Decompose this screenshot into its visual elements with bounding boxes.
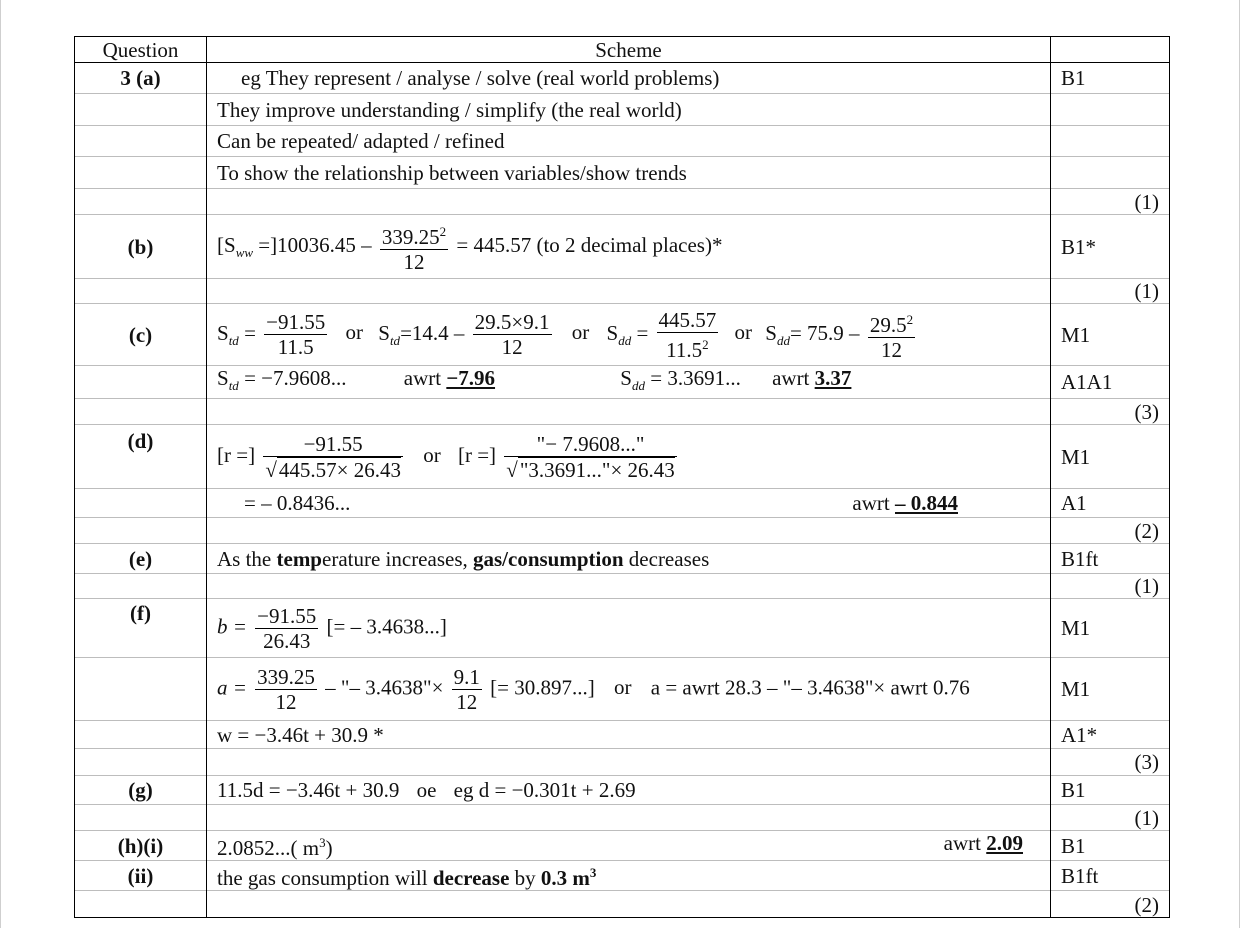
- q3e-t3: erature increases,: [322, 546, 473, 571]
- q3f-w-equation: w = −3.46t + 30.9 *: [207, 721, 1051, 749]
- q3c-s5-sub: td: [228, 378, 239, 394]
- q3g-alt: d = −0.301t + 2.69: [478, 778, 636, 803]
- q3h-t1: the gas consumption will: [217, 866, 433, 891]
- q3h-mark-2: B1ft: [1051, 861, 1170, 891]
- q3e-total: (1): [1051, 574, 1170, 599]
- marks-header: [1051, 37, 1170, 63]
- q3b-num-sup: 2: [439, 223, 447, 239]
- q3d-label: (d): [75, 425, 207, 489]
- q3a-total-row: [75, 189, 1170, 215]
- q3c-fraction-1: [264, 310, 327, 359]
- q3e-t5: decreases: [623, 546, 710, 571]
- q3a-eg: eg: [241, 66, 261, 90]
- q3e-t4: gas/consumption: [473, 546, 624, 571]
- q3f-label: (f): [75, 599, 207, 658]
- q3c-s6: S: [620, 366, 632, 390]
- q3f-row-3: [75, 721, 1170, 749]
- q3d-row-2: [75, 489, 1170, 518]
- q3c-or-2: or: [571, 320, 590, 345]
- q3f-a-fraction-2: [452, 665, 482, 714]
- q3a-line-1: [207, 63, 1051, 94]
- q3h-value: 2.0852...( m: [217, 836, 320, 861]
- q3f-row-2: [75, 658, 1170, 721]
- q3f-b-expression: [207, 599, 1051, 658]
- q3b-mark: B1*: [1051, 215, 1170, 279]
- q3d-f2-den: "3.3691..."× 26.43: [519, 457, 675, 482]
- q3c-or-3: or: [734, 320, 753, 345]
- q3c-f4-den: 12: [880, 337, 902, 362]
- q3c-f1-den: 11.5: [277, 335, 314, 359]
- q3c-f2-pre: =14.4 –: [400, 320, 465, 345]
- q3h-i-expression: [207, 831, 1051, 861]
- q3h-t4: 0.3 m: [540, 866, 590, 891]
- q3a-line-2: They improve understanding / simplify (the real world): [207, 94, 1051, 126]
- q3g-expression: [207, 776, 1051, 805]
- q3c-expression: [207, 304, 1051, 366]
- q3c-s6-sub: dd: [631, 378, 645, 394]
- q3b-fraction: [380, 220, 448, 274]
- q3g-total: (1): [1051, 805, 1170, 831]
- q3a-row-2: [75, 94, 1170, 126]
- q3f-mark-3: A1*: [1051, 721, 1170, 749]
- q3e-t1: As the: [217, 546, 277, 571]
- q3f-total: (3): [1051, 749, 1170, 776]
- q3d-f2-num: "− 7.9608...": [504, 432, 677, 457]
- q3b-num: 339.25: [381, 224, 440, 249]
- q3c-label: (c): [75, 304, 207, 366]
- q3d-total: (2): [1051, 518, 1170, 544]
- q3d-expression: [207, 425, 1051, 489]
- q3g-eg: eg: [453, 778, 474, 803]
- q3f-a-num2: 9.1: [453, 664, 480, 689]
- q3d-total-row: [75, 518, 1170, 544]
- q3c-fraction-2: [473, 310, 552, 359]
- q3c-f2-den: 12: [501, 335, 523, 359]
- q3f-total-row: [75, 749, 1170, 776]
- q3e-text: [207, 544, 1051, 574]
- q3d-f1-den: 445.57× 26.43: [278, 457, 401, 482]
- q3g-oe: oe: [416, 778, 437, 803]
- q3d-r-2: [r =]: [457, 442, 497, 467]
- q3c-f3-den: 11.5: [666, 337, 703, 362]
- q3f-a-mid: – "– 3.4638"×: [325, 675, 444, 699]
- q3c-f4-num-sup: 2: [906, 311, 914, 327]
- q3d-value: = – 0.8436...: [244, 491, 351, 516]
- q3c-f3-den-sup: 2: [702, 336, 709, 352]
- question-header: Question: [75, 37, 207, 63]
- q3a-total: (1): [1051, 189, 1170, 215]
- q3b-den: 12: [403, 249, 425, 274]
- q3b-expression: [207, 215, 1051, 279]
- q3a-mark: B1: [1051, 63, 1170, 94]
- q3c-s2: S: [378, 320, 390, 345]
- q3g-row: [75, 776, 1170, 805]
- q3g-total-row: [75, 805, 1170, 831]
- q3h-awrt: awrt: [943, 831, 981, 856]
- q3f-b-post: [= – 3.4638...]: [326, 614, 447, 638]
- q3g-eq: 11.5d = −3.46t + 30.9: [217, 778, 400, 803]
- q3e-total-row: [75, 574, 1170, 599]
- q3f-b-num: −91.55: [257, 603, 317, 628]
- q3c-f3-num: 445.57: [658, 307, 717, 332]
- q3c-fraction-3: [657, 308, 719, 362]
- q3d-r-1: [r =]: [217, 442, 256, 467]
- q3h-t2: decrease: [432, 866, 510, 891]
- q3c-sdd-value: = 3.3691...: [650, 366, 741, 390]
- q3f-mark-1: M1: [1051, 599, 1170, 658]
- q3b-label: (b): [75, 215, 207, 279]
- q3c-row-2: [75, 366, 1170, 399]
- q3c-s4-sub: dd: [776, 332, 790, 348]
- q3f-or: or: [614, 675, 632, 699]
- q3c-total: (3): [1051, 399, 1170, 425]
- q3f-a-post: [= 30.897...]: [490, 675, 595, 699]
- q3f-a-alt: a = awrt 28.3 – "– 3.4638"× awrt 0.76: [650, 675, 970, 699]
- q3h-answer: 2.09: [986, 831, 1023, 856]
- q3d-mark-1: M1: [1051, 425, 1170, 489]
- q3c-f2-num: 29.5×9.1: [474, 310, 550, 334]
- q3g-label: (g): [75, 776, 207, 805]
- q3c-mark-2: A1A1: [1051, 366, 1170, 399]
- q3h-row-2: [75, 861, 1170, 891]
- q3h-t4-sup: 3: [589, 865, 597, 881]
- q3h-t3: by: [509, 866, 541, 891]
- q3d-row-1: [75, 425, 1170, 489]
- q3c-fraction-4: [868, 308, 915, 362]
- q3h-ii-text: [207, 861, 1051, 891]
- q3b-row: [75, 215, 1170, 279]
- q3c-total-row: [75, 399, 1170, 425]
- q3f-b-den: 26.43: [263, 628, 311, 653]
- q3a-row-1: [75, 63, 1170, 94]
- q3f-a-fraction-1: [255, 665, 317, 714]
- q3f-mark-2: M1: [1051, 658, 1170, 721]
- q3c-std-value: = −7.9608...: [244, 366, 347, 390]
- q3e-label: (e): [75, 544, 207, 574]
- q3c-f4-num: 29.5: [869, 312, 907, 337]
- q3f-a-expression: [207, 658, 1051, 721]
- q3d-answer-line: [207, 489, 1051, 518]
- q3f-a-den2: 12: [456, 689, 478, 714]
- q3f-row-1: [75, 599, 1170, 658]
- q3c-std-answer: −7.96: [446, 366, 496, 390]
- q3b-total-row: [75, 279, 1170, 304]
- q3d-or: or: [423, 442, 441, 467]
- q3e-t2: temp: [276, 546, 322, 571]
- q3d-fraction-2: $\frac{"- 7.9608..."}{√"3.3691..."\times 26.43}$: [506, 431, 675, 482]
- q3c-s4: S: [765, 320, 777, 345]
- q3c-s3-sub: dd: [618, 332, 632, 348]
- q3h-label-i: (h)(i): [75, 831, 207, 861]
- q3b-eq: =]10036.45 –: [253, 232, 372, 257]
- q3b-result: = 445.57 (to 2 decimal places)*: [456, 232, 723, 257]
- q3d-f1-num: −91.55: [263, 432, 403, 457]
- q3d-awrt: awrt: [852, 491, 890, 516]
- q3h-total: (2): [1051, 891, 1170, 918]
- q3f-a-den: 12: [275, 689, 297, 714]
- q3a-line-1-text: They represent / analyse / solve (real world problems): [265, 66, 720, 90]
- q3h-row-1: [75, 831, 1170, 861]
- q3a-label: 3 (a): [75, 63, 207, 94]
- q3c-mark-1: M1: [1051, 304, 1170, 366]
- q3e-mark: B1ft: [1051, 544, 1170, 574]
- q3f-a-num: 339.25: [257, 664, 315, 689]
- q3c-awrt-2: awrt: [772, 366, 810, 390]
- q3d-answer: – 0.844: [895, 491, 958, 516]
- q3c-s3: S: [606, 320, 619, 345]
- q3c-answers: [207, 366, 1051, 399]
- q3b-sub: ww: [235, 244, 254, 260]
- q3c-s1: S: [217, 320, 229, 345]
- q3d-fraction-1: $\frac{-91.55}{√445.57\times 26.43}$: [265, 431, 401, 482]
- q3c-awrt-1: awrt: [403, 366, 442, 390]
- q3h-label-ii: (ii): [75, 861, 207, 891]
- q3c-s5: S: [217, 366, 229, 390]
- q3c-f4-pre: = 75.9 –: [789, 320, 860, 345]
- q3f-b-fraction: [255, 604, 318, 653]
- q3a-row-4: [75, 157, 1170, 189]
- q3c-eq1: =: [244, 320, 256, 345]
- q3c-f1-num: −91.55: [266, 310, 326, 334]
- q3c-or-1: or: [345, 320, 363, 345]
- q3f-b-pre: b =: [217, 614, 247, 638]
- q3h-total-row: [75, 891, 1170, 918]
- q3c-s2-sub: td: [389, 332, 401, 348]
- scheme-header: Scheme: [207, 37, 1051, 63]
- q3h-value-close: ): [325, 836, 333, 861]
- q3c-eq3: =: [636, 320, 649, 345]
- q3a-row-3: [75, 126, 1170, 157]
- mark-scheme-table: [74, 36, 1170, 918]
- q3a-line-3: Can be repeated/ adapted / refined: [207, 126, 1051, 157]
- q3c-sdd-answer: 3.37: [814, 366, 852, 390]
- q3h-value-sup: 3: [319, 835, 326, 851]
- q3c-row-1: [75, 304, 1170, 366]
- q3e-row: [75, 544, 1170, 574]
- q3f-a-pre: a =: [217, 675, 247, 699]
- q3g-mark: B1: [1051, 776, 1170, 805]
- q3b-total: (1): [1051, 279, 1170, 304]
- q3c-s1-sub: td: [228, 332, 239, 348]
- q3a-line-4: To show the relationship between variables/show trends: [207, 157, 1051, 189]
- header-row: [75, 37, 1170, 63]
- q3d-mark-2: A1: [1051, 489, 1170, 518]
- q3h-mark-1: B1: [1051, 831, 1170, 861]
- q3b-s: [S: [217, 232, 236, 257]
